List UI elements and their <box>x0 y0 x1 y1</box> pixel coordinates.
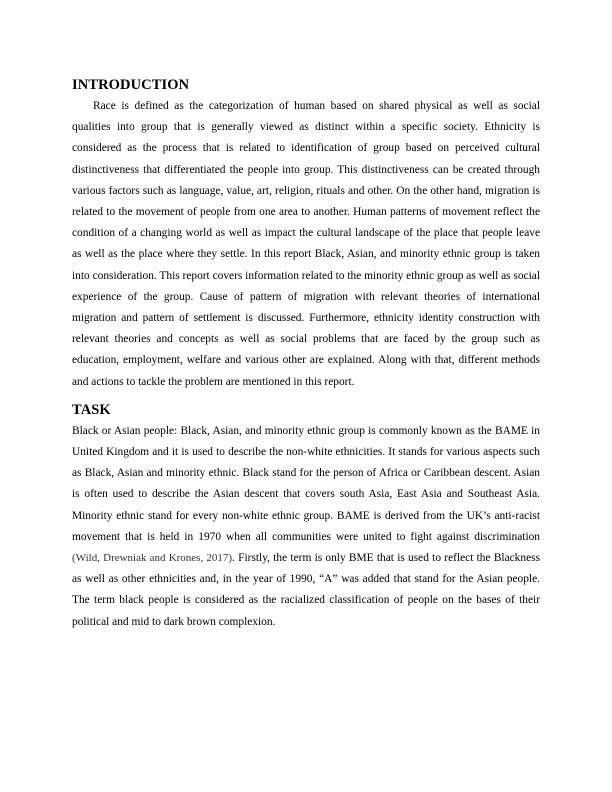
introduction-heading: INTRODUCTION <box>72 77 190 93</box>
task-heading: TASK <box>72 401 111 418</box>
introduction-paragraph: Race is defined as the categorization of human based on shared physical as well as social qualities into group that is generally viewed as distinct within a specific society. Ethnicity is considered as the process that is related to identification of group based on perceived cultural distinctiveness that differentiated the people into group. This distinctiveness can be created through various factors such as language, value, art, religion, rituals and other. On the other hand, migration is related to the movement of people from one area to another. Human patterns of movement reflect the condition of a changing world as well as impact the cultural landscape of the place that people leave as well as the place where they settle. In this report Black, Asian, and minority ethnic group is taken into consideration. This report covers information related to the minority ethnic group as well as social experience of the group. Cause of pattern of migration with relevant theories of international migration and pattern of settlement is discussed. Furthermore, ethnicity identity construction with relevant theories and concepts as well as social problems that are faced by the group such as education, employment, welfare and various other are explained. Along with that, different methods and actions to tackle the problem are mentioned in this report. <box>72 100 540 388</box>
citation: (Wild, Drewniak and Krones, 2017) <box>72 552 233 565</box>
task-paragraph-text-end: . Firstly, the term is only BME that is used to reflect the Blackness as well as other ethnicities and, in the year of 1990, “A” was added that stand for the Asian people. The term black people is considered as the racialized classification of people on the bases of their political and mid to dark brown complexion. <box>72 552 540 628</box>
task-paragraph <box>72 421 540 633</box>
task-paragraph-text-start: Black or Asian people: Black, Asian, and minority ethnic group is commonly known as the BAME in United Kingdom and it is used to describe the non-white ethnicities. It stands for various aspects such as Black, Asian and minority ethnic. Black stand for the person of Africa or Caribbean descent. Asian is often used to describe the Asian descent that covers south Asia, East Asia and Southeast Asia. Minority ethnic stand for every non-white ethnic group. BAME is derived from the UK’s anti-racist movement that is held in 1970 when all communities were united to fight against discrimination <box>72 424 540 543</box>
document-page <box>72 74 540 633</box>
